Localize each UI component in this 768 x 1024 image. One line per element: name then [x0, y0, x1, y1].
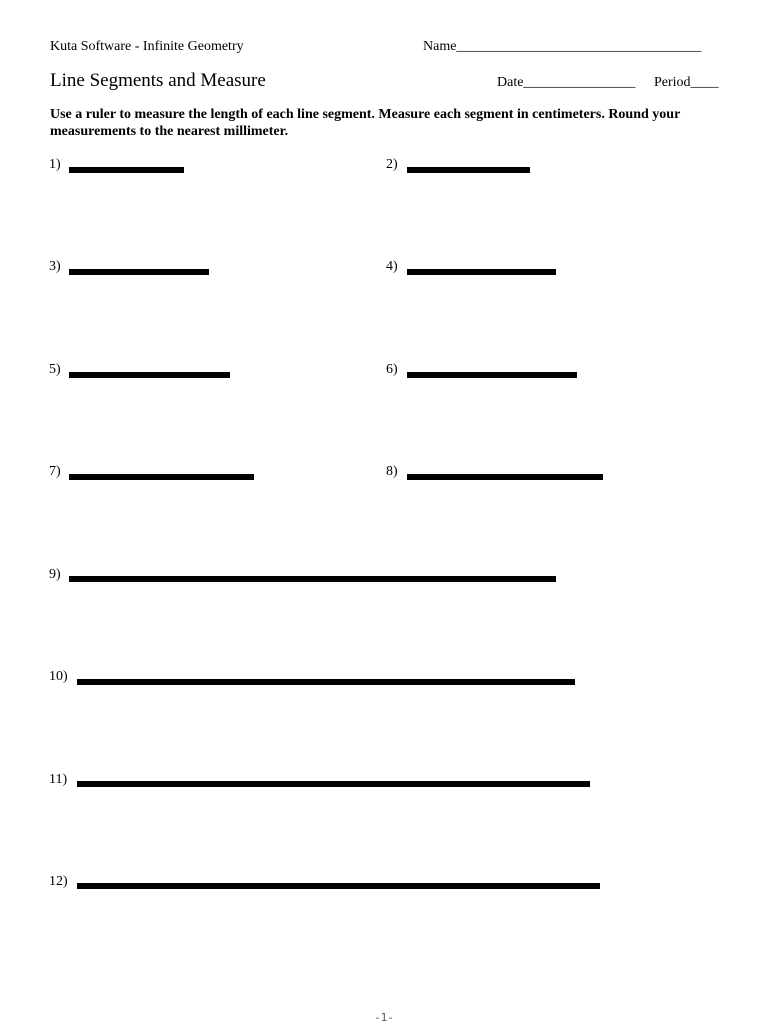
line-segment	[407, 269, 556, 275]
problem-number: 6)	[386, 362, 398, 377]
problem-number: 8)	[386, 464, 398, 479]
problem-number: 12)	[49, 874, 68, 889]
problem-number: 5)	[49, 362, 61, 377]
problem-number: 3)	[49, 259, 61, 274]
name-field: Name___________________________________	[423, 39, 702, 54]
problem-number: 1)	[49, 157, 61, 172]
problem-number: 9)	[49, 567, 61, 582]
line-segment	[69, 576, 556, 582]
publisher-label: Kuta Software - Infinite Geometry	[50, 39, 244, 54]
problem-number: 11)	[49, 772, 68, 787]
line-segment	[77, 781, 590, 787]
worksheet-title: Line Segments and Measure	[50, 70, 266, 91]
page-number: -1-	[374, 1011, 394, 1024]
problem-number: 2)	[386, 157, 398, 172]
period-field: Period____	[654, 75, 719, 90]
line-segment	[407, 474, 603, 480]
line-segment	[77, 883, 600, 889]
date-field: Date________________	[497, 75, 636, 90]
line-segment	[69, 269, 209, 275]
line-segment	[77, 679, 575, 685]
line-segment	[407, 167, 530, 173]
problem-number: 10)	[49, 669, 68, 684]
problem-number: 7)	[49, 464, 61, 479]
line-segment	[69, 167, 184, 173]
instructions: Use a ruler to measure the length of each line segment. Measure each segment in centimeters. Round your measurements to the nearest millimeter.	[50, 107, 681, 139]
line-segment	[69, 372, 230, 378]
problem-number: 4)	[386, 259, 398, 274]
line-segment	[69, 474, 254, 480]
line-segment	[407, 372, 577, 378]
